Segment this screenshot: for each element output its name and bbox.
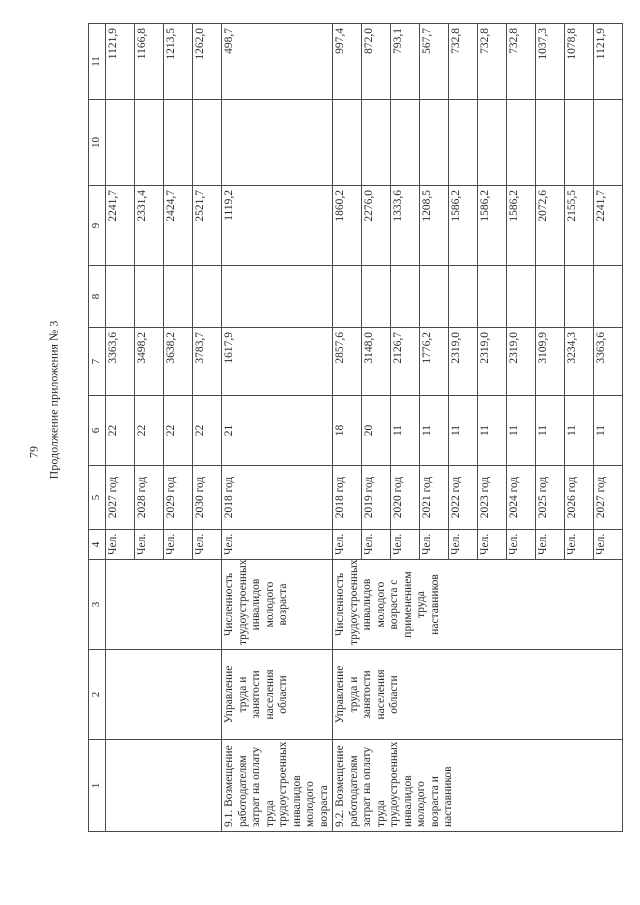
col9-cell: 1586,2 [478,186,507,266]
col7-cell: 2319,0 [507,328,536,396]
col8-cell [333,266,362,328]
year-cell: 2029 год [164,466,193,530]
col8-cell [507,266,536,328]
col6-cell: 20 [362,396,391,466]
year-cell: 2023 год [478,466,507,530]
col-header-1: 1 [89,740,106,832]
col10-cell [565,100,594,186]
col9-cell: 1586,2 [449,186,478,266]
col11-cell: 1078,8 [565,24,594,100]
col7-cell: 2319,0 [478,328,507,396]
col6-cell: 11 [536,396,565,466]
col10-cell [193,100,222,186]
page-number: 79 [26,446,41,458]
col10-cell [449,100,478,186]
unit-cell: Чел. [164,530,193,560]
unit-cell: Чел. [222,530,333,560]
col6-cell: 11 [594,396,623,466]
unit-cell: Чел. [362,530,391,560]
year-cell: 2024 год [507,466,536,530]
unit-cell: Чел. [106,530,135,560]
col6-cell: 11 [449,396,478,466]
col-header-2: 2 [89,650,106,740]
col8-cell [362,266,391,328]
col-header-9: 9 [89,186,106,266]
unit-cell: Чел. [507,530,536,560]
col8-cell [193,266,222,328]
col9-cell: 1119,2 [222,186,333,266]
indicator-9-1: Численность трудоустроенных инвалидов молодого возраста [222,560,333,650]
col10-cell [420,100,449,186]
col9-cell: 2331,4 [135,186,164,266]
col11-cell: 1121,9 [106,24,135,100]
col8-cell [135,266,164,328]
year-cell: 2021 год [420,466,449,530]
col-header-5: 5 [89,466,106,530]
year-cell: 2028 год [135,466,164,530]
col6-cell: 11 [391,396,420,466]
col10-cell [391,100,420,186]
col10-cell [478,100,507,186]
col11-cell: 793,1 [391,24,420,100]
col11-cell: 732,8 [507,24,536,100]
executor-9-1: Управление труда и занятости населения области [222,650,333,740]
column-numbers-row [89,24,106,832]
executor-9-2: Управление труда и занятости населения области [333,650,623,740]
col10-cell [106,100,135,186]
col9-cell: 2276,0 [362,186,391,266]
col10-cell [507,100,536,186]
col10-cell [536,100,565,186]
col7-cell: 2319,0 [449,328,478,396]
col7-cell: 3148,0 [362,328,391,396]
col6-cell: 11 [507,396,536,466]
col11-cell: 732,8 [449,24,478,100]
col10-cell [333,100,362,186]
col-header-8: 8 [89,266,106,328]
table-row [222,24,333,832]
unit-cell: Чел. [478,530,507,560]
col9-cell: 2155,5 [565,186,594,266]
col7-cell: 1776,2 [420,328,449,396]
table-row [333,24,362,832]
col8-cell [164,266,193,328]
col6-cell: 22 [106,396,135,466]
col10-cell [222,100,333,186]
year-cell: 2020 год [391,466,420,530]
prev-indicator-cell [106,560,222,650]
col6-cell: 11 [420,396,449,466]
year-cell: 2027 год [106,466,135,530]
col11-cell: 1037,3 [536,24,565,100]
col7-cell: 3234,3 [565,328,594,396]
col8-cell [222,266,333,328]
rotated-table-container [88,24,607,832]
year-cell: 2026 год [565,466,594,530]
unit-cell: Чел. [193,530,222,560]
col6-cell: 11 [478,396,507,466]
year-cell: 2018 год [333,466,362,530]
col8-cell [565,266,594,328]
unit-cell: Чел. [594,530,623,560]
col11-cell: 1166,8 [135,24,164,100]
col10-cell [164,100,193,186]
col11-cell: 732,8 [478,24,507,100]
col11-cell: 1262,0 [193,24,222,100]
table-row [106,24,135,832]
col-header-11: 11 [89,24,106,100]
unit-cell: Чел. [565,530,594,560]
col6-cell: 18 [333,396,362,466]
col8-cell [536,266,565,328]
year-cell: 2018 год [222,466,333,530]
col11-cell: 498,7 [222,24,333,100]
year-cell: 2022 год [449,466,478,530]
col7-cell: 3363,6 [594,328,623,396]
col9-cell: 2521,7 [193,186,222,266]
col-header-10: 10 [89,100,106,186]
unit-cell: Чел. [536,530,565,560]
prev-measure-name-cell [106,740,222,832]
col9-cell: 2241,7 [106,186,135,266]
col7-cell: 3638,2 [164,328,193,396]
col11-cell: 1213,5 [164,24,193,100]
year-cell: 2027 год [594,466,623,530]
col11-cell: 997,4 [333,24,362,100]
col8-cell [478,266,507,328]
col11-cell: 872,0 [362,24,391,100]
col9-cell: 2241,7 [594,186,623,266]
col7-cell: 3498,2 [135,328,164,396]
col9-cell: 2072,6 [536,186,565,266]
unit-cell: Чел. [135,530,164,560]
year-cell: 2025 год [536,466,565,530]
unit-cell: Чел. [449,530,478,560]
col7-cell: 1617,9 [222,328,333,396]
program-measures-table [88,23,623,832]
col7-cell: 3363,6 [106,328,135,396]
col8-cell [420,266,449,328]
unit-cell: Чел. [420,530,449,560]
unit-cell: Чел. [391,530,420,560]
col-header-4: 4 [89,530,106,560]
col-header-7: 7 [89,328,106,396]
col6-cell: 22 [135,396,164,466]
col8-cell [391,266,420,328]
appendix-continuation-note: Продолжение приложения № 3 [46,320,61,480]
col6-cell: 22 [193,396,222,466]
year-cell: 2030 год [193,466,222,530]
col6-cell: 11 [565,396,594,466]
col6-cell: 21 [222,396,333,466]
col8-cell [449,266,478,328]
col9-cell: 1333,6 [391,186,420,266]
col11-cell: 567,7 [420,24,449,100]
col10-cell [594,100,623,186]
col10-cell [135,100,164,186]
year-cell: 2019 год [362,466,391,530]
col8-cell [594,266,623,328]
col8-cell [106,266,135,328]
col9-cell: 1860,2 [333,186,362,266]
col-header-6: 6 [89,396,106,466]
measure-name-9-1: 9.1. Возмещение работодателям затрат на оплату труда трудоустроенных инвалидов молодого возраста [222,740,333,832]
col10-cell [362,100,391,186]
unit-cell: Чел. [333,530,362,560]
col11-cell: 1121,9 [594,24,623,100]
col9-cell: 1208,5 [420,186,449,266]
col9-cell: 2424,7 [164,186,193,266]
measure-name-9-2: 9.2. Возмещение работодателям затрат на оплату труда трудоустроенных инвалидов молодого возраста и наставников [333,740,623,832]
col9-cell: 1586,2 [507,186,536,266]
col6-cell: 22 [164,396,193,466]
col7-cell: 3783,7 [193,328,222,396]
col-header-3: 3 [89,560,106,650]
col7-cell: 2126,7 [391,328,420,396]
col7-cell: 3109,9 [536,328,565,396]
indicator-9-2: Численность трудоустроенных инвалидов молодого возраста с применением труда наставников [333,560,623,650]
col7-cell: 2857,6 [333,328,362,396]
prev-executor-cell [106,650,222,740]
